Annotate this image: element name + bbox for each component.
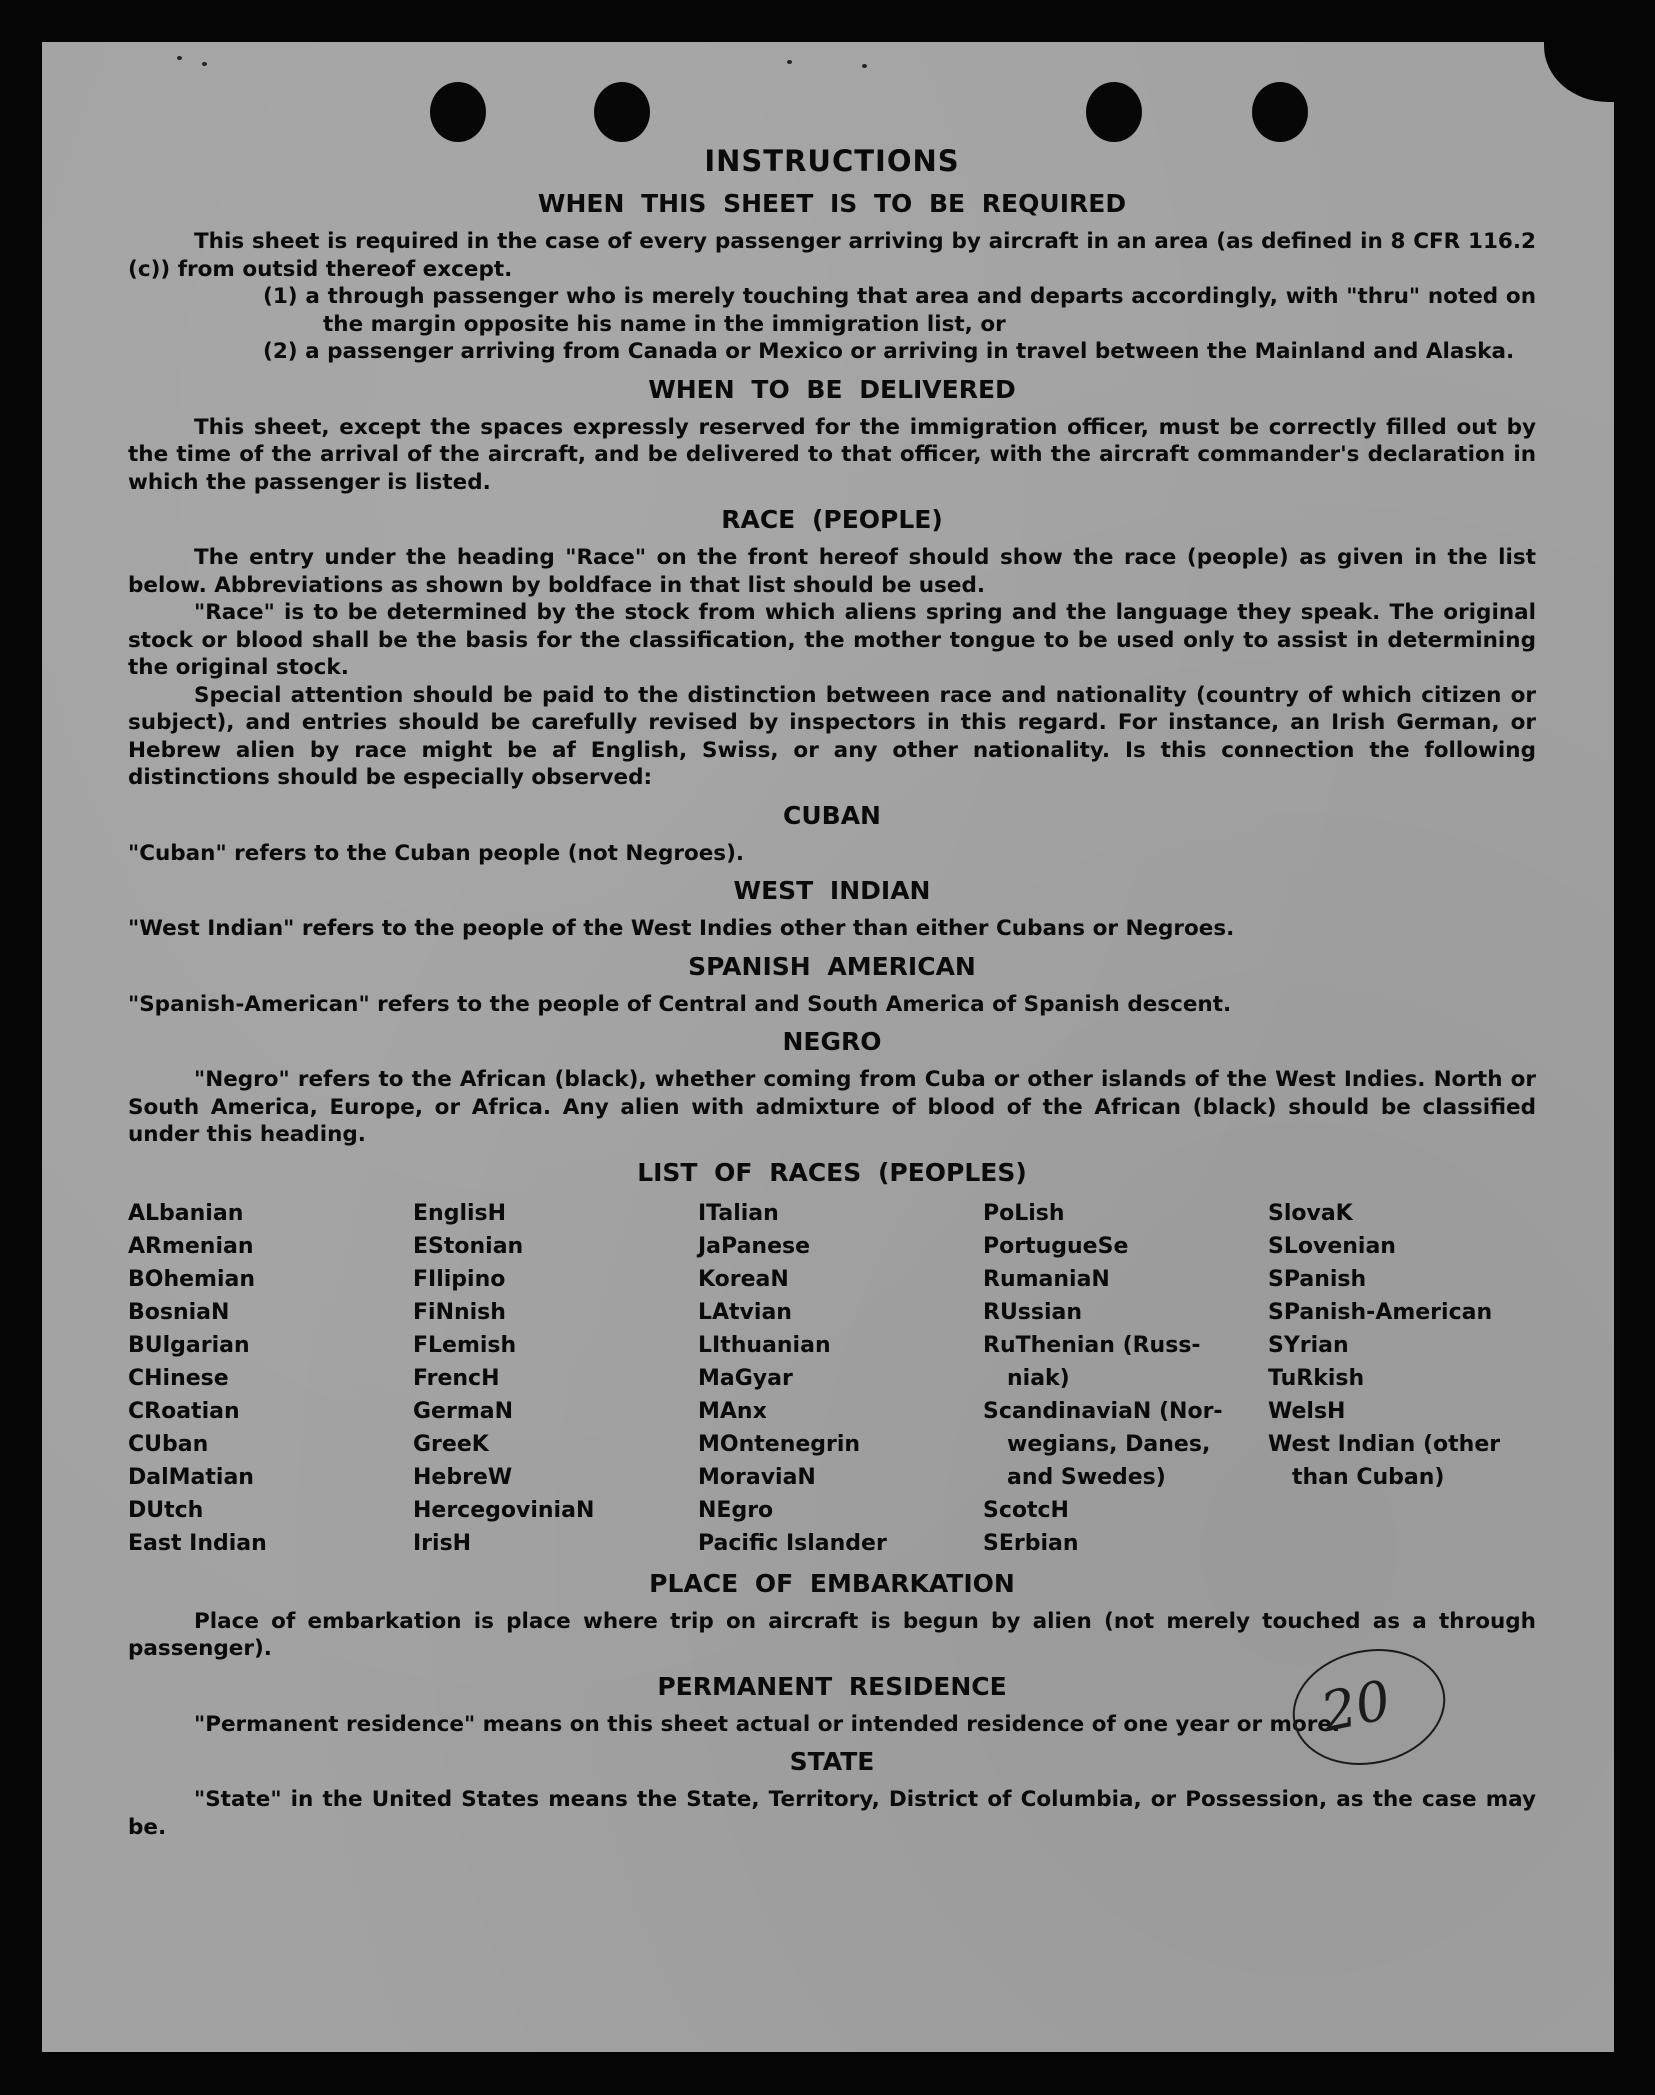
- race-item: SlovaK: [1268, 1200, 1353, 1226]
- race-item: FrencH: [413, 1365, 500, 1391]
- race-item: BUlgarian: [128, 1332, 250, 1358]
- annotation-number: 20: [1315, 1668, 1397, 1745]
- race-item: RumaniaN: [983, 1266, 1110, 1292]
- paragraph: Place of embarkation is place where trip on aircraft is begun by alien (not merely touched as a through passenger).: [128, 1608, 1536, 1661]
- heading-spanish-american: SPANISH AMERICAN: [688, 951, 976, 981]
- race-item: DUtch: [128, 1497, 204, 1523]
- paragraph: "State" in the United States means the State, Territory, District of Columbia, or Possession, as the case may be.: [128, 1787, 1536, 1840]
- heading-state: STATE: [789, 1747, 875, 1776]
- race-item: Pacific Islander: [698, 1530, 887, 1556]
- exception-item: (2) a passenger arriving from Canada or Mexico or arriving in travel between the Mainland and Alaska.: [263, 339, 1515, 364]
- race-item: GreeK: [413, 1431, 489, 1457]
- race-item: FiNnish: [413, 1299, 506, 1325]
- race-item: ARmenian: [128, 1233, 254, 1259]
- speck: [862, 64, 867, 68]
- race-item: NEgro: [698, 1497, 774, 1523]
- heading-list-of-races: LIST OF RACES (PEOPLES): [637, 1157, 1027, 1187]
- torn-corner: [1544, 42, 1614, 102]
- heading-when-required: WHEN THIS SHEET IS TO BE REQUIRED: [537, 189, 1127, 218]
- paragraph: The entry under the heading "Race" on the front hereof should show the race (people) as given in the list below. Abbreviations as shown by boldface in that list should be used.: [128, 545, 1536, 598]
- speck: [202, 62, 207, 66]
- races-column-5: [1268, 1197, 1536, 1560]
- heading-cuban: CUBAN: [783, 800, 881, 830]
- race-item: SLovenian: [1268, 1233, 1396, 1259]
- paragraph: This sheet, except the spaces expressly reserved for the immigration officer, must be correctly filled out by the time of the arrival of the aircraft, and be delivered to that officer, with the aircraft commander's declaration in which the passenger is listed.: [128, 414, 1536, 495]
- punch-hole: [594, 82, 650, 142]
- heading-when-delivered: WHEN TO BE DELIVERED: [648, 374, 1016, 404]
- document-sheet: [42, 42, 1614, 2052]
- race-item: LAtvian: [698, 1299, 792, 1325]
- paragraph: "Permanent residence" means on this sheet actual or intended residence of one year or more.: [194, 1711, 1341, 1737]
- heading-west-indian: WEST INDIAN: [733, 876, 931, 905]
- races-column-4: [983, 1197, 1268, 1560]
- race-item: MaGyar: [698, 1365, 793, 1391]
- punch-hole: [430, 82, 486, 142]
- race-item: LIthuanian: [698, 1332, 831, 1358]
- paragraph: Special attention should be paid to the distinction between race and nationality (country of which citizen or subject), and entries should be carefully revised by inspectors in this regard. For instance, an Irish German, or Hebrew alien by race might be af English, Swiss, or any other nationality. Is this connection the following distinctions should be especially observed:: [128, 682, 1536, 790]
- race-item: WelsH: [1268, 1398, 1346, 1424]
- race-item: HercegoviniaN: [413, 1497, 595, 1523]
- race-item: HebreW: [413, 1464, 513, 1490]
- race-item: PoLish: [983, 1200, 1065, 1226]
- instructions-content: [128, 142, 1536, 1841]
- race-item: IrisH: [413, 1530, 472, 1556]
- race-item: EnglisH: [413, 1200, 507, 1226]
- race-item: East Indian: [128, 1530, 267, 1556]
- paragraph: "Race" is to be determined by the stock from which aliens spring and the language they speak. The original stock or blood shall be the basis for the classification, the mother tongue to be used only to assist in determining the original stock.: [128, 600, 1536, 680]
- race-item: CUban: [128, 1431, 209, 1457]
- page-title: INSTRUCTIONS: [704, 144, 960, 178]
- heading-negro: NEGRO: [782, 1027, 882, 1056]
- punch-hole: [1252, 82, 1308, 142]
- race-item: West Indian (other: [1268, 1431, 1501, 1457]
- race-item: SYrian: [1268, 1332, 1349, 1358]
- race-item: ScandinaviaN (Nor-: [983, 1398, 1223, 1424]
- race-item: FIlipino: [413, 1266, 506, 1292]
- race-item: BOhemian: [128, 1266, 256, 1292]
- race-item: RuThenian (Russ-: [983, 1332, 1201, 1358]
- race-item: TuRkish: [1268, 1365, 1365, 1391]
- races-list: [128, 1197, 1536, 1560]
- paragraph: "Negro" refers to the African (black), whether coming from Cuba or other islands of the West Indies. North or South America, Europe, or Africa. Any alien with admixture of blood of the African (black) should be classified under this heading.: [128, 1067, 1536, 1147]
- race-item: ALbanian: [128, 1200, 244, 1226]
- race-item: KoreaN: [698, 1266, 789, 1292]
- race-item: MAnx: [698, 1398, 767, 1424]
- race-item: ScotcH: [983, 1497, 1069, 1523]
- race-item: RUssian: [983, 1299, 1083, 1325]
- races-column-1: [128, 1197, 413, 1560]
- race-item: ITalian: [698, 1200, 779, 1226]
- race-item: SPanish-American: [1268, 1299, 1493, 1325]
- paragraph: "Cuban" refers to the Cuban people (not Negroes).: [128, 840, 745, 866]
- heading-residence: PERMANENT RESIDENCE: [657, 1671, 1007, 1701]
- race-item: MoraviaN: [698, 1464, 816, 1490]
- races-column-2: [413, 1197, 698, 1560]
- race-item: PortugueSe: [983, 1233, 1129, 1259]
- race-item: SPanish: [1268, 1266, 1367, 1292]
- race-item: CRoatian: [128, 1398, 240, 1424]
- race-item: MOntenegrin: [698, 1431, 861, 1457]
- race-item-continuation: niak): [1007, 1365, 1070, 1391]
- speck: [177, 56, 182, 60]
- race-item: DalMatian: [128, 1464, 254, 1490]
- race-item: BosniaN: [128, 1299, 230, 1325]
- heading-race: RACE (PEOPLE): [721, 505, 943, 534]
- race-item-continuation: wegians, Danes,: [1007, 1431, 1211, 1457]
- heading-embarkation: PLACE OF EMBARKATION: [649, 1568, 1015, 1598]
- races-column-3: [698, 1197, 983, 1560]
- exception-item: (1) a through passenger who is merely touching that area and departs accordingly, with "thru" noted on the margin opposite his name in the immigration list, or: [263, 284, 1536, 337]
- paragraph: "West Indian" refers to the people of the West Indies other than either Cubans or Negroes.: [128, 916, 1235, 941]
- punch-hole: [1086, 82, 1142, 142]
- race-item: SErbian: [983, 1530, 1079, 1556]
- race-item-continuation: than Cuban): [1292, 1464, 1445, 1490]
- race-item: EStonian: [413, 1233, 524, 1259]
- paragraph: This sheet is required in the case of every passenger arriving by aircraft in an area (as defined in 8 CFR 116.2 (c)) from outsid thereof except.: [128, 229, 1536, 282]
- race-item-continuation: and Swedes): [1007, 1464, 1166, 1490]
- paragraph: "Spanish-American" refers to the people of Central and South America of Spanish descent.: [128, 991, 1232, 1017]
- race-item: GermaN: [413, 1398, 514, 1424]
- speck: [787, 60, 792, 64]
- race-item: FLemish: [413, 1332, 517, 1358]
- race-item: JaPanese: [698, 1233, 811, 1259]
- race-item: CHinese: [128, 1365, 229, 1391]
